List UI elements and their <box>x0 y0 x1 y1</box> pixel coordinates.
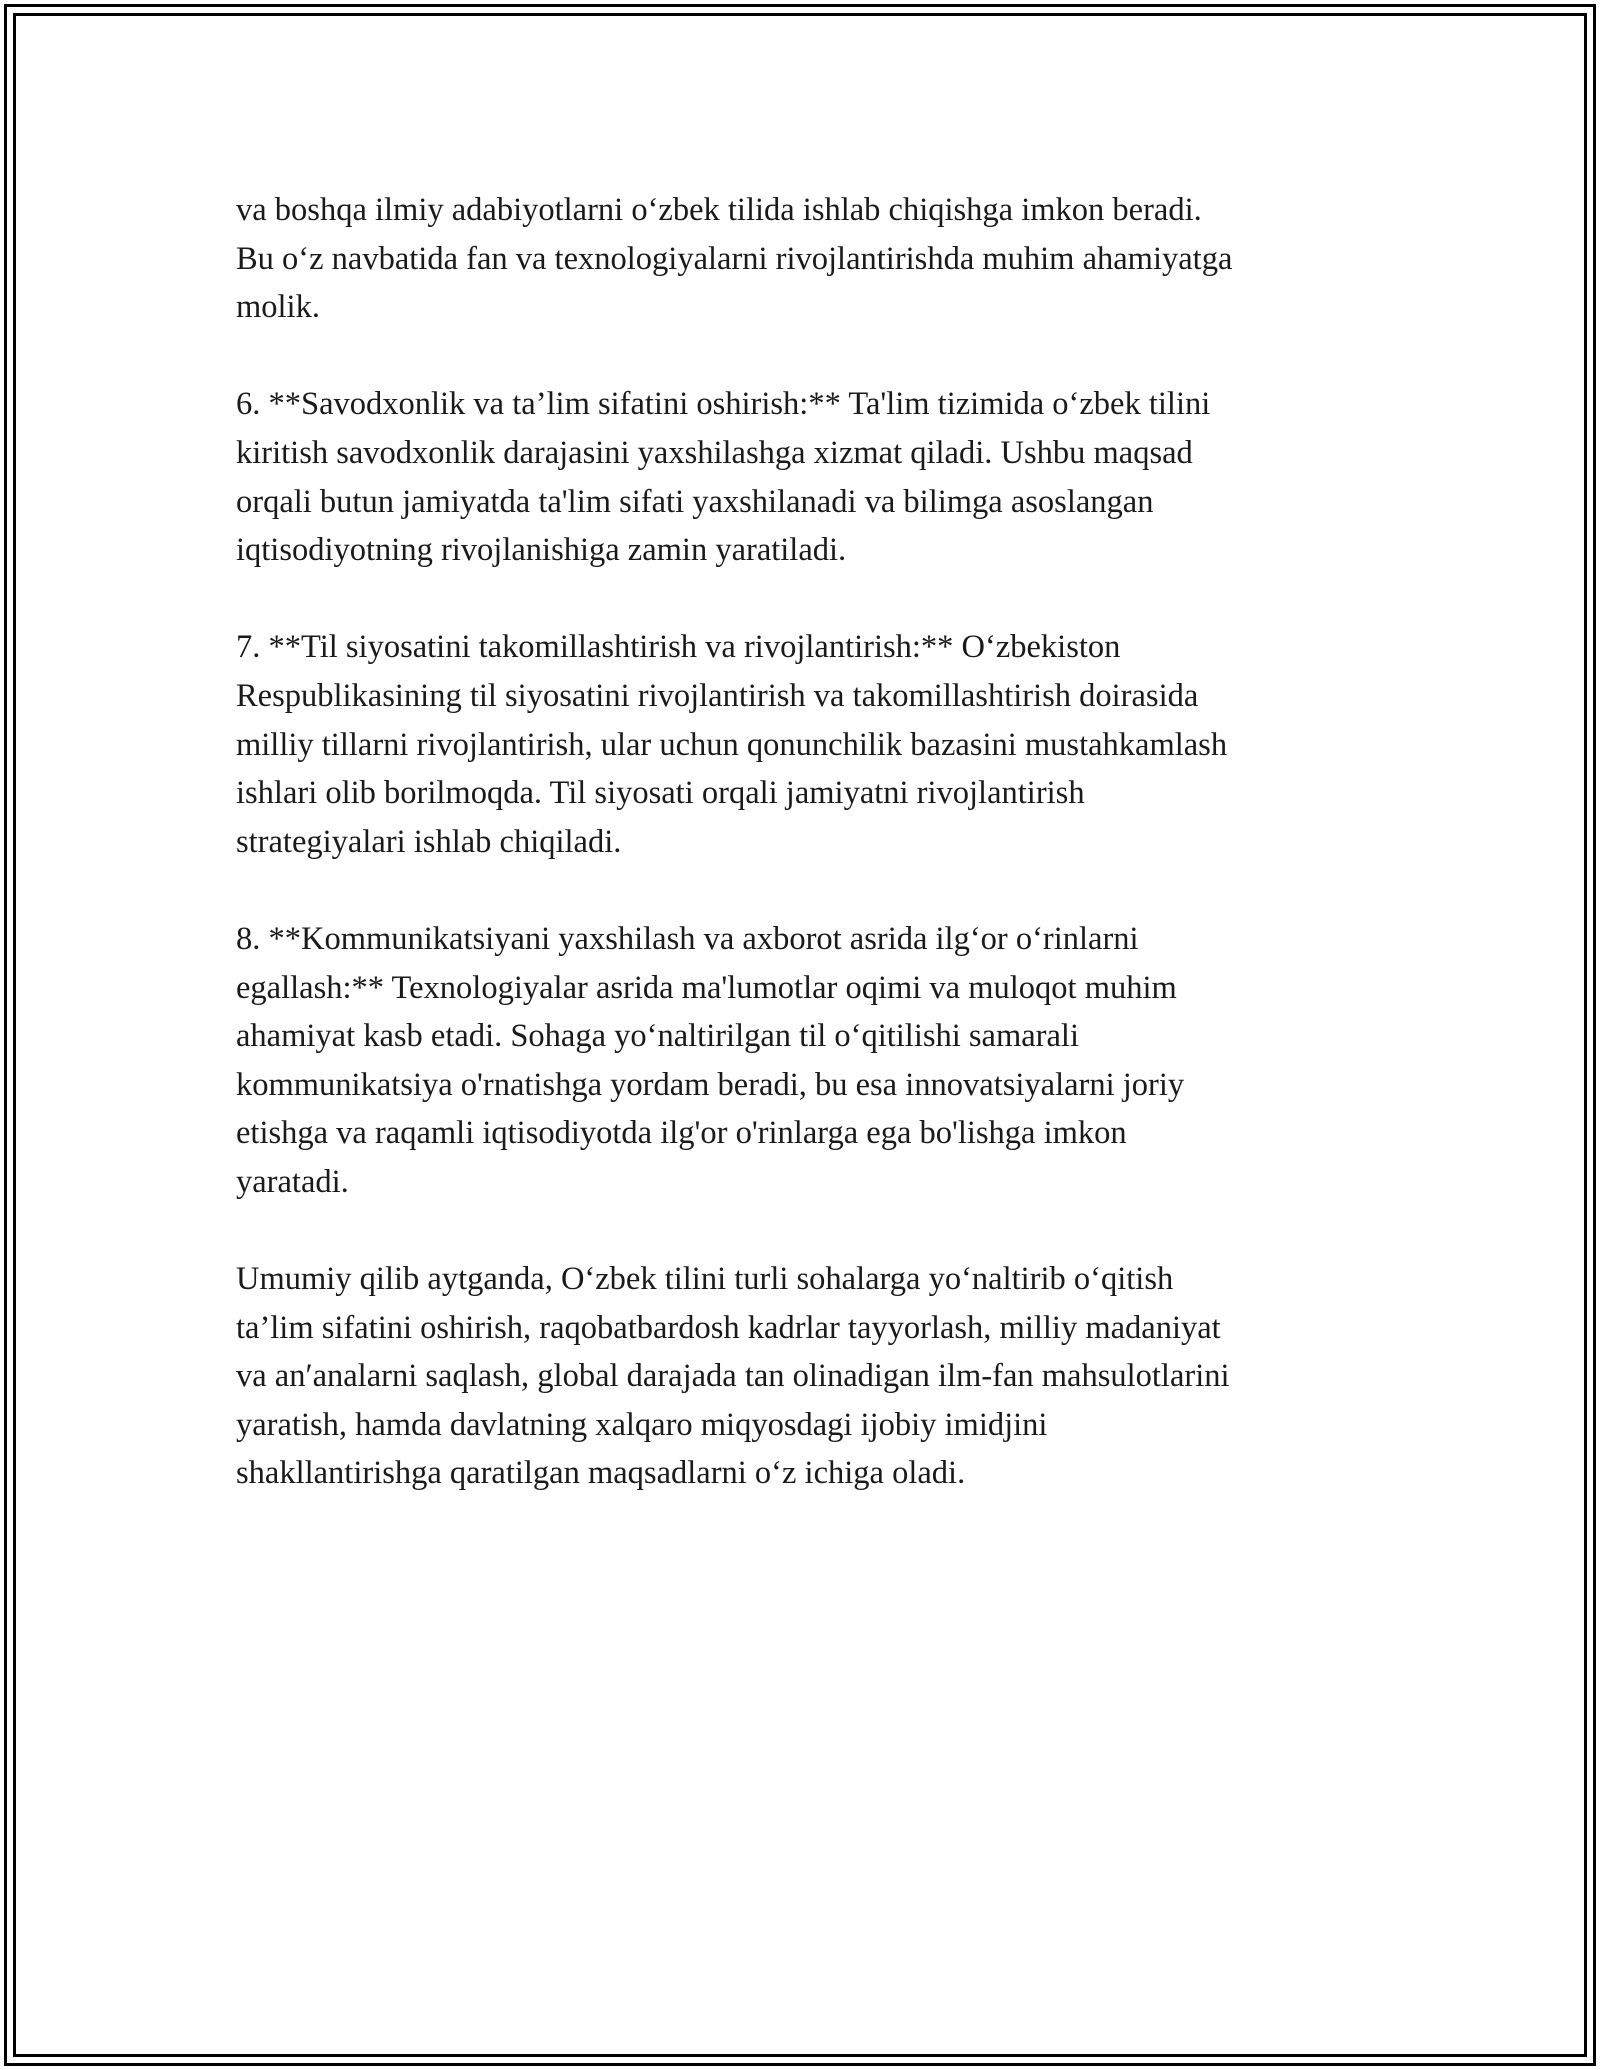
paragraph-intro-continuation <box>236 186 1386 332</box>
text-line: va boshqa ilmiy adabiyotlarni o‘zbek tilida ishlab chiqishga imkon beradi. <box>236 192 1202 228</box>
text-line: strategiyalari ishlab chiqiladi. <box>236 823 622 860</box>
text-line: shakllantirishga qaratilgan maqsadlarni o‘z ichiga oladi. <box>236 1455 966 1492</box>
text-line: Respublikasining til siyosatini rivojlantirish va takomillashtirish doirasida <box>236 677 1199 714</box>
paragraph-conclusion <box>236 1255 1386 1498</box>
text-line: yaratadi. <box>236 1163 349 1200</box>
text-line: 6. **Savodxonlik va ta’lim sifatini oshirish:** Ta'lim tizimida o‘zbek tilini <box>236 386 1211 423</box>
text-line: molik. <box>236 289 320 326</box>
paragraph-item-7 <box>236 623 1386 866</box>
text-line: 7. **Til siyosatini takomillashtirish va rivojlantirish:** O‘zbekiston <box>236 629 1121 666</box>
paragraph-item-6 <box>236 380 1386 574</box>
text-line: ta’lim sifatini oshirish, raqobatbardosh kadrlar tayyorlash, milliy madaniyat <box>236 1309 1221 1346</box>
text-line: 8. **Kommunikatsiyani yaxshilash va axborot asrida ilg‘or o‘rinlarni <box>236 920 1139 957</box>
text-line: kiritish savodxonlik darajasini yaxshilashga xizmat qiladi. Ushbu maqsad <box>236 434 1193 471</box>
text-line: etishga va raqamli iqtisodiyotda ilg'or o'rinlarga ega bo'lishga imkon <box>236 1115 1127 1152</box>
paragraph-item-8 <box>236 915 1386 1207</box>
text-line: milliy tillarni rivojlantirish, ular uchun qonunchilik bazasini mustahkamlash <box>236 726 1228 763</box>
document-body <box>236 186 1386 1547</box>
text-line: va an′analarni saqlash, global darajada tan olinadigan ilm-fan mahsulotlarini <box>236 1358 1230 1395</box>
text-line: Umumiy qilib aytganda, O‘zbek tilini turli sohalarga yo‘naltirib o‘qitish <box>236 1261 1174 1298</box>
text-line: yaratish, hamda davlatning xalqaro miqyosdagi ijobiy imidjini <box>236 1406 1048 1443</box>
text-line: Bu o‘z navbatida fan va texnologiyalarni rivojlantirishda muhim ahamiyatga <box>236 240 1233 277</box>
text-line: ahamiyat kasb etadi. Sohaga yo‘naltirilgan til o‘qitilishi samarali <box>236 1018 1079 1055</box>
text-line: iqtisodiyotning rivojlanishiga zamin yaratiladi. <box>236 532 847 569</box>
text-line: ishlari olib borilmoqda. Til siyosati orqali jamiyatni rivojlantirish <box>236 775 1085 812</box>
text-line: kommunikatsiya o'rnatishga yordam beradi, bu esa innovatsiyalarni joriy <box>236 1066 1185 1103</box>
text-line: egallash:** Texnologiyalar asrida ma'lumotlar oqimi va muloqot muhim <box>236 969 1177 1006</box>
text-line: orqali butun jamiyatda ta'lim sifati yaxshilanadi va bilimga asoslangan <box>236 483 1154 520</box>
